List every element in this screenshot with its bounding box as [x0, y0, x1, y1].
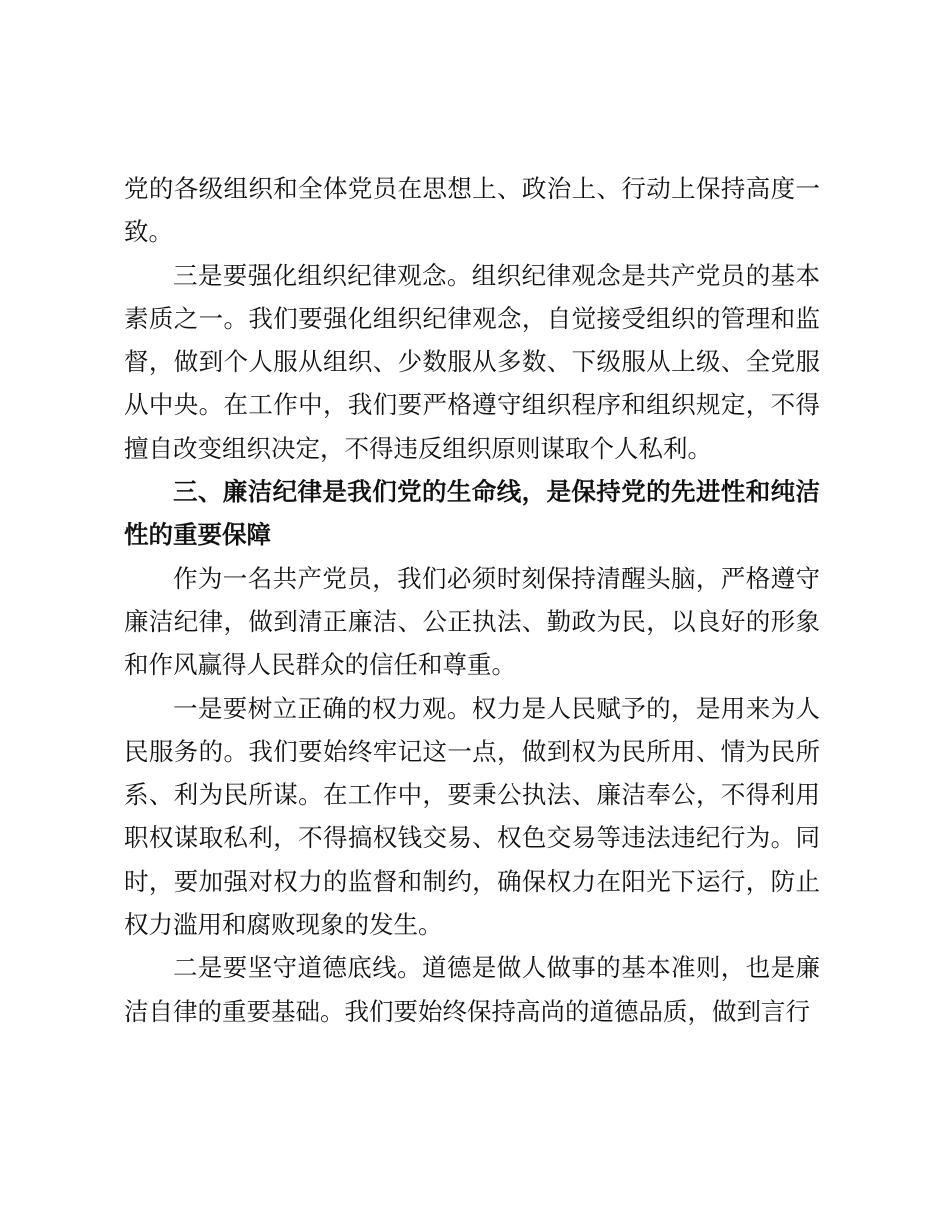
paragraph-view-of-power: 一是要树立正确的权力观。权力是人民赋予的，是用来为人民服务的。我们要始终牢记这一点，做到权为民所用、情为民所系、利为民所谋。在工作中，要秉公执法、廉洁奉公，不得利用职权谋取私利，不得搞权钱交易、权色交易等违法违纪行为。同时，要加强对权力的监督和制约，确保权力在阳光下运行，防止权力滥用和腐败现象的发生。 [124, 693, 820, 940]
section-heading-integrity-discipline: 三、廉洁纪律是我们党的生命线，是保持党的先进性和纯洁性的重要保障 [124, 477, 820, 550]
paragraph-party-member-integrity: 作为一名共产党员，我们必须时刻保持清醒头脑，严格遵守廉洁纪律，做到清正廉洁、公正执法、勤政为民，以良好的形象和作风赢得人民群众的信任和尊重。 [124, 563, 820, 680]
paragraph-moral-bottom-line: 二是要坚守道德底线。道德是做人做事的基本准则，也是廉洁自律的重要基础。我们要始终保持高尚的道德品质，做到言行 [124, 953, 820, 1026]
paragraph-organizational-discipline: 三是要强化组织纪律观念。组织纪律观念是共产党员的基本素质之一。我们要强化组织纪律观念，自觉接受组织的管理和监督，做到个人服从组织、少数服从多数、下级服从上级、全党服从中央。在工作中，我们要严格遵守组织程序和组织规定，不得擅自改变组织决定，不得违反组织原则谋取个人私利。 [124, 260, 820, 463]
document-body [124, 167, 820, 1033]
paragraph-continuation: 党的各级组织和全体党员在思想上、政治上、行动上保持高度一致。 [124, 174, 820, 247]
